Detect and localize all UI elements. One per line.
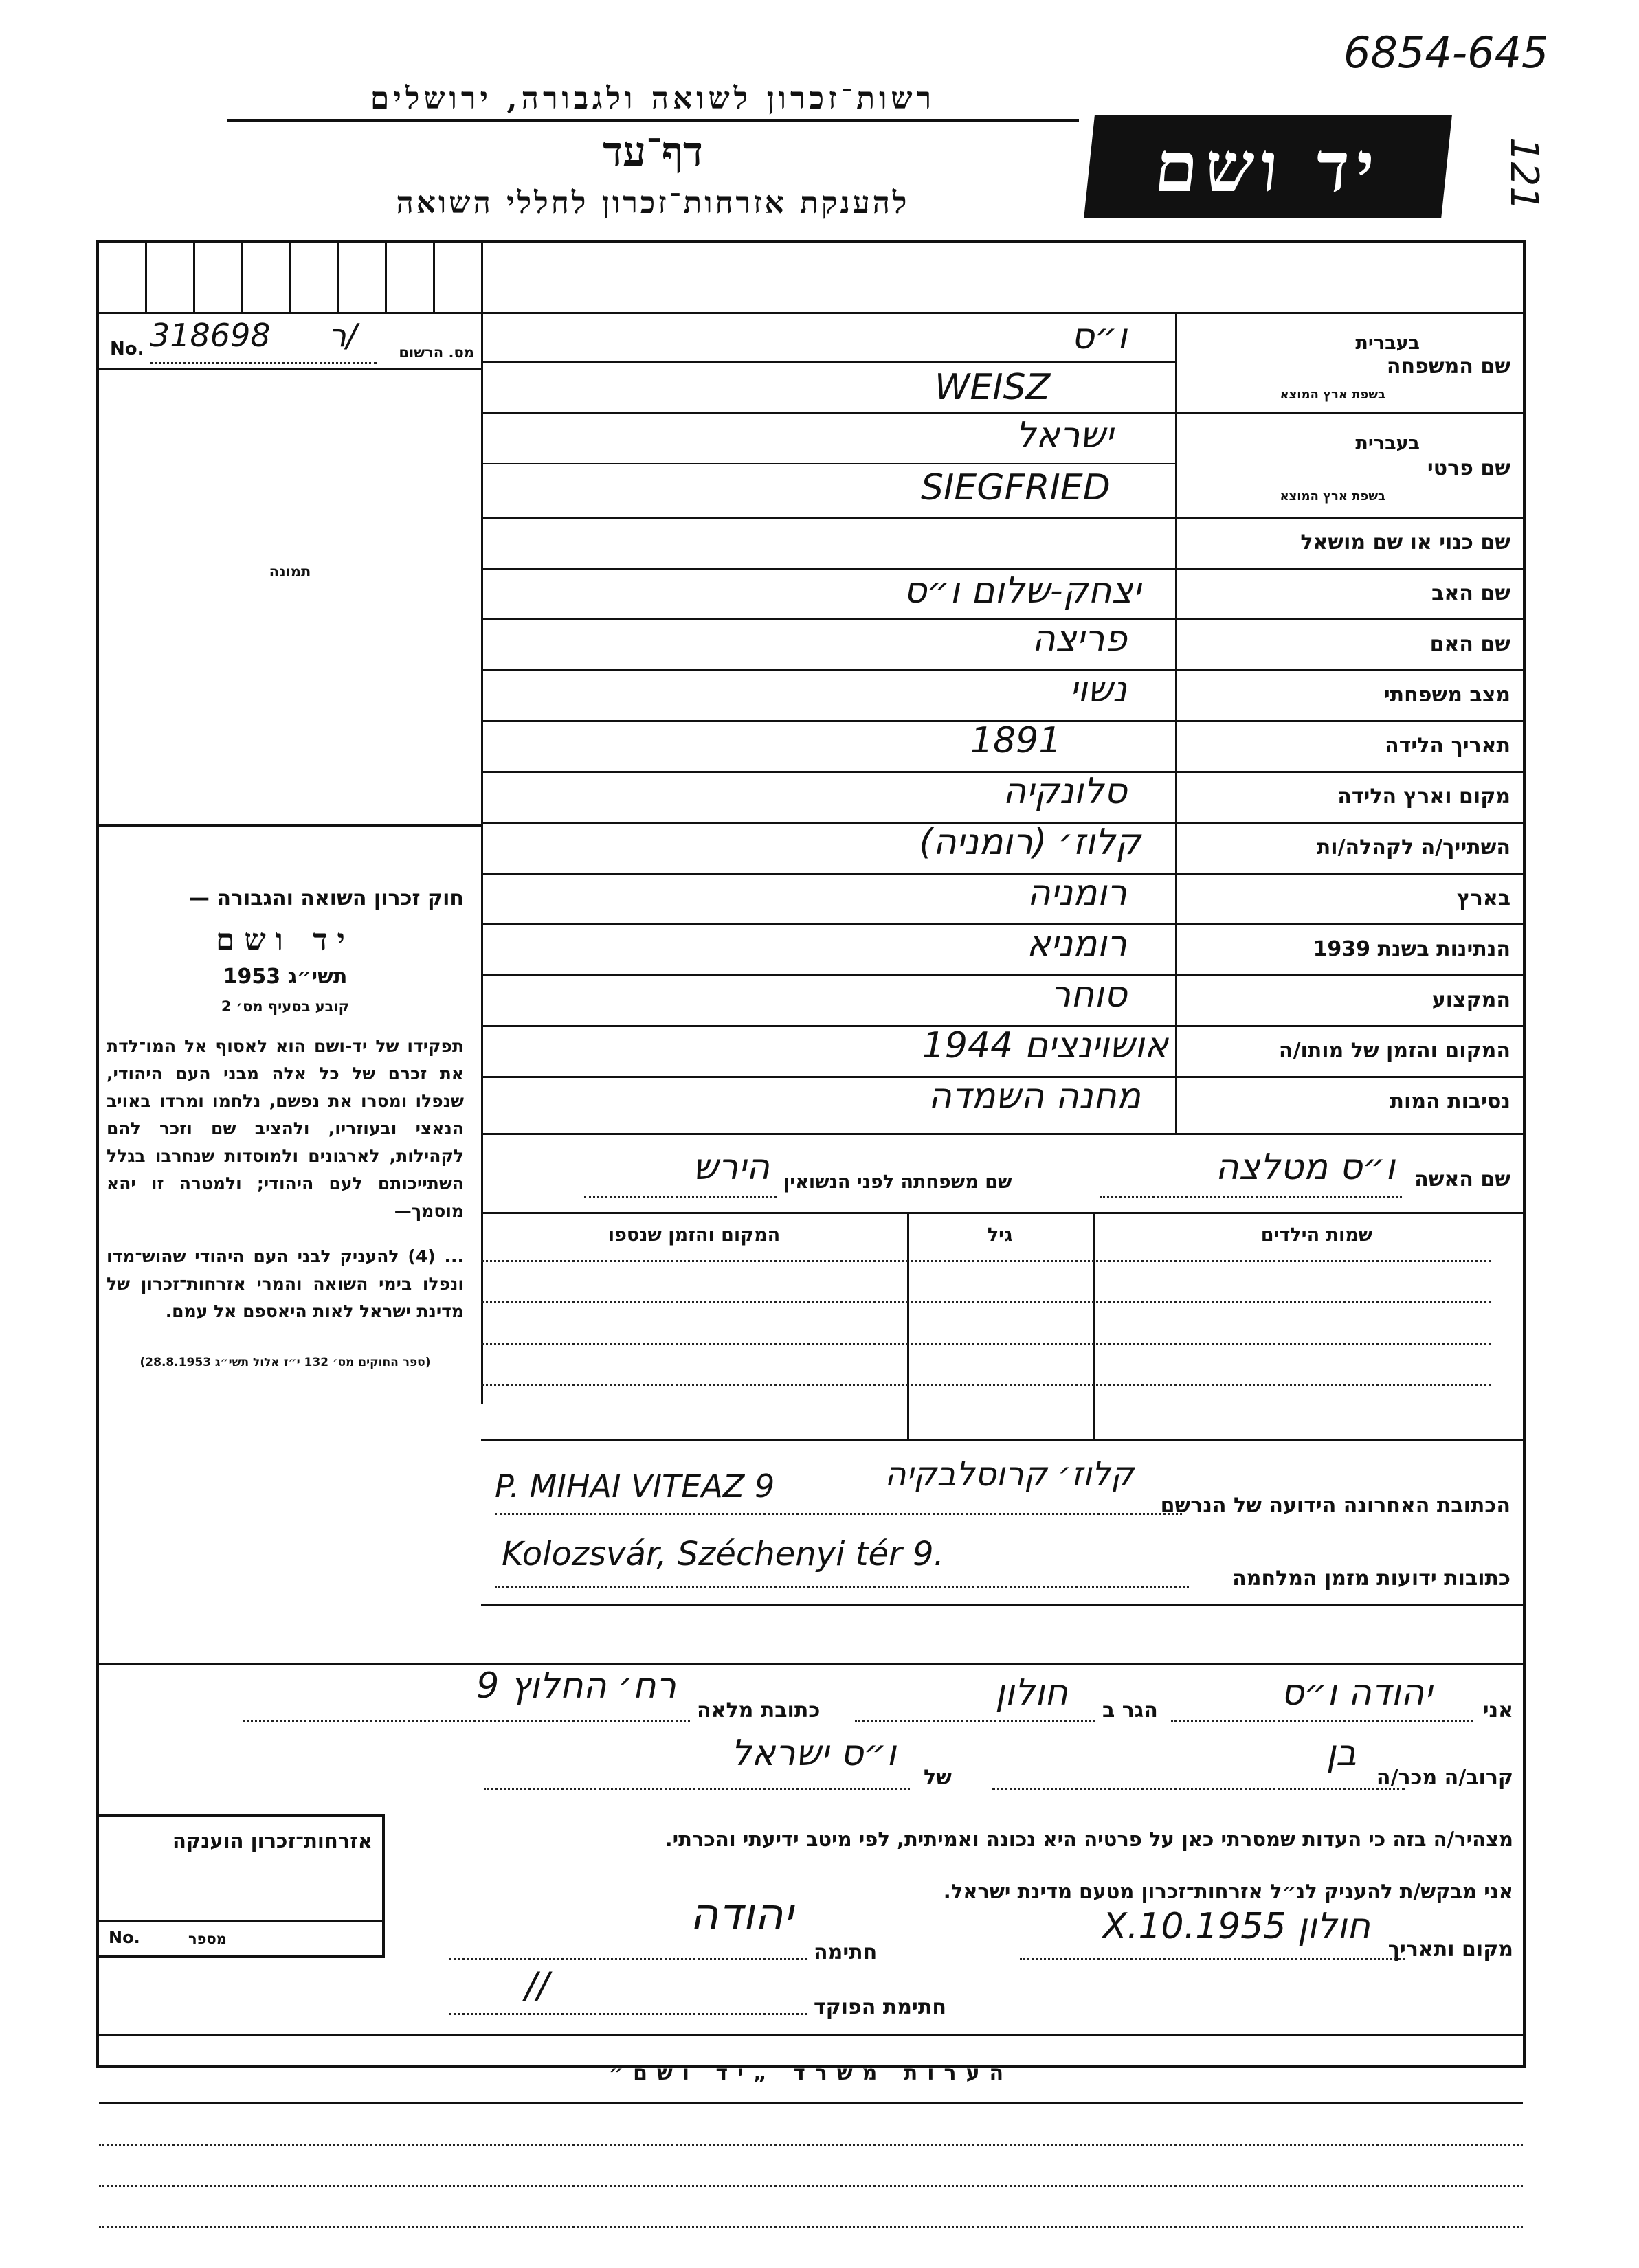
wife-value: ו״ס מטלצה: [1215, 1147, 1395, 1188]
last-address-native-value: P. MIHAI VITEAZ 9: [495, 1468, 775, 1505]
father-label: שם האב: [1431, 581, 1510, 605]
form-subtitle: להענקת אזרחות־זכרון לחללי השואה: [396, 186, 910, 221]
family-name-sub-hebrew: בעברית: [1355, 333, 1420, 354]
birth-place-label: מקום וארץ הלידה: [1337, 785, 1510, 809]
children-col-place: המקום והזמן שנספו: [607, 1224, 781, 1246]
place-date-value: חולון 1955.X.10: [1102, 1906, 1370, 1947]
personal-fields: [481, 312, 1523, 1133]
law-source: (ספר החוקים מס׳ 132 י״ז אלול תשי״ג 28.8.1953): [140, 1356, 431, 1369]
registration-he-label: מס. הרשום: [399, 344, 474, 361]
registration-no-label: No.: [110, 339, 144, 359]
father-value: יצחק-שלום ו״ס: [903, 570, 1141, 611]
registration-number: [110, 319, 474, 368]
first-name-sub-native: בשפת ארץ המוצא: [1280, 489, 1385, 504]
citizenship-1939-value: רומניא: [1026, 923, 1127, 965]
occupation-label: המקצוע: [1431, 988, 1510, 1012]
yad-vashem-logo: [1084, 115, 1452, 218]
last-address-hebrew-value: קלוז׳ קרוסלבקיה: [884, 1455, 1134, 1494]
nickname-label: שם כנוי או שם מושאל: [1300, 530, 1510, 554]
birth-place-value: סלונקיה: [1003, 771, 1127, 812]
declarant-relative-value: בן: [1326, 1733, 1357, 1774]
declarant-address-value: רח׳ החלוץ 9: [476, 1665, 676, 1707]
first-name-sub-hebrew: בעברית: [1355, 433, 1420, 454]
death-cause-label: נסיבות המות: [1390, 1090, 1510, 1114]
top-grid-boxes: [99, 243, 481, 312]
birth-date-value: 1891: [970, 720, 1062, 761]
address-section: [481, 1439, 1523, 1604]
declarant-relative-label: קרוב/ה מכר/ה: [1376, 1766, 1513, 1790]
law-block: [107, 886, 464, 1369]
office-notes-section: [99, 2034, 1523, 2240]
official-signature-label: חתימת הפוקד: [814, 1995, 946, 2019]
wife-label: שם האשה: [1414, 1167, 1510, 1191]
law-name: יד ושם: [216, 923, 355, 958]
children-col-names: שמות הילדים: [1260, 1224, 1373, 1246]
death-place-time-value: אושוינצים 1944: [922, 1025, 1168, 1066]
country-label: בארץ: [1456, 886, 1510, 910]
wife-maiden-label: שם משפחתה לפני הנשואין: [783, 1171, 1012, 1193]
registration-value: 318698: [150, 317, 271, 354]
citizenship-1939-label: הנתינות בשנת 1939: [1313, 937, 1510, 961]
law-year: תשי״ג 1953: [223, 965, 348, 989]
family-name-sub-native: בשפת ארץ המוצא: [1280, 388, 1385, 402]
community-label: השתייך/ה לקהלה/ות: [1316, 835, 1510, 860]
law-paragraph-2: ... (4) להעניק לבני העם היהודי שהוש־מדו ונפלו בימי השואה והמרי אזרחות־זכרון של מדינת ישראל לאות היאספם אל עמם.: [107, 1246, 464, 1321]
declarant-address-label: כתובת מלאה: [697, 1698, 821, 1722]
children-table: [481, 1212, 1523, 1439]
country-value: רומניה: [1027, 873, 1127, 914]
family-name-label: שם המשפחה: [1386, 355, 1510, 379]
form-title: דף־עד: [603, 128, 703, 176]
first-name-hebrew-value: ישראל: [1015, 415, 1113, 456]
authority-name: רשות־זכרון לשואה ולגבורה, ירושלים: [227, 81, 1079, 122]
declaration-text: מצהיר/ה בזה כי העדות שמסרתי כאן על פרטיה היא נכונה ואמיתית, לפי מיטב ידיעתי והכרתי.: [665, 1828, 1513, 1851]
official-signature-mark: //: [525, 1965, 550, 2006]
marital-label: מצב משפחתי: [1383, 683, 1510, 707]
wartime-address-value: Kolozsvár, Széchenyi tér 9.: [502, 1535, 944, 1573]
logo-text: יד ושם: [1150, 126, 1385, 207]
marital-value: נשוי: [1069, 669, 1127, 710]
office-notes-title: הערות משרד „יד ושם״: [608, 2061, 1014, 2085]
death-cause-value: מחנה השמדה: [928, 1076, 1141, 1117]
declarant-i-value: יהודה ו״ס: [1280, 1672, 1432, 1714]
citizenship-box-no-label: No.: [109, 1928, 140, 1947]
declarant-of-value: ו״ס ישראל: [731, 1733, 896, 1774]
citizenship-box-he-no: מספר: [188, 1931, 227, 1947]
family-name-hebrew-value: ו״ס: [1071, 316, 1127, 357]
signature-value: יהודה: [689, 1889, 793, 1940]
corner-note: 6854-645: [1343, 27, 1549, 78]
wife-row: [481, 1133, 1523, 1212]
place-date-label: מקום ותאריך: [1387, 1938, 1513, 1962]
mother-label: שם האם: [1429, 632, 1510, 656]
citizenship-box-title: אזרחות־זכרון הוענקה: [172, 1829, 372, 1852]
law-paragraph-1: תפקידו של יד-ושם הוא לאסוף אל המו־לדת את זכרם של כל אלה מבני העם היהודי, שנפלו ומסרו את נפשם, נלחמו ומרדו באויב הנאצי ובעוזריו, ולהציב שם וזכר להם לקהילות, לארגונים ולמוסדות שנחרבו בגלל השתייכותם לעם היהודי; ולמטרה זו יהא מוסמך—: [107, 1036, 464, 1221]
community-value: קלוז׳ (רומניה): [919, 822, 1141, 863]
citizenship-granted-box: [96, 1814, 385, 1958]
birth-date-label: תאריך הלידה: [1385, 734, 1510, 758]
children-col-age: גיל: [987, 1224, 1013, 1246]
death-place-time-label: המקום והזמן של מותו/ה: [1278, 1039, 1510, 1063]
first-name-native-value: SIEGFRIED: [921, 467, 1111, 508]
signature-label: חתימה: [814, 1940, 878, 1964]
photo-label: תמונה: [269, 563, 311, 580]
law-title: חוק זכרון השואה והגבורה —: [188, 886, 464, 910]
declarant-resident-value: חולון: [994, 1672, 1068, 1714]
mother-value: פריצה: [1032, 618, 1127, 660]
wartime-address-label: כתובות ידועות מזמן המלחמה: [1232, 1567, 1510, 1591]
declarant-i-label: אני: [1482, 1698, 1513, 1722]
corner-note-vertical: 121: [1502, 137, 1546, 211]
request-text: אני מבקש/ת להעניק לנ״ל אזרחות־זכרון מטעם מדינת ישראל.: [943, 1880, 1513, 1903]
wife-maiden-value: הירש: [693, 1147, 770, 1188]
first-name-label: שם פרטי: [1427, 456, 1510, 480]
occupation-value: סוחר: [1050, 974, 1127, 1015]
declarant-resident-label: הגר ב: [1102, 1698, 1158, 1722]
law-clause: קובע בסעיף מס׳ 2: [221, 998, 350, 1015]
registration-mark: ר/: [328, 317, 357, 354]
family-name-native-value: WEISZ: [935, 367, 1051, 408]
declarant-of-label: של: [924, 1766, 952, 1790]
last-address-label: הכתובת האחרונה הידועה של הנרשם: [1160, 1494, 1510, 1518]
